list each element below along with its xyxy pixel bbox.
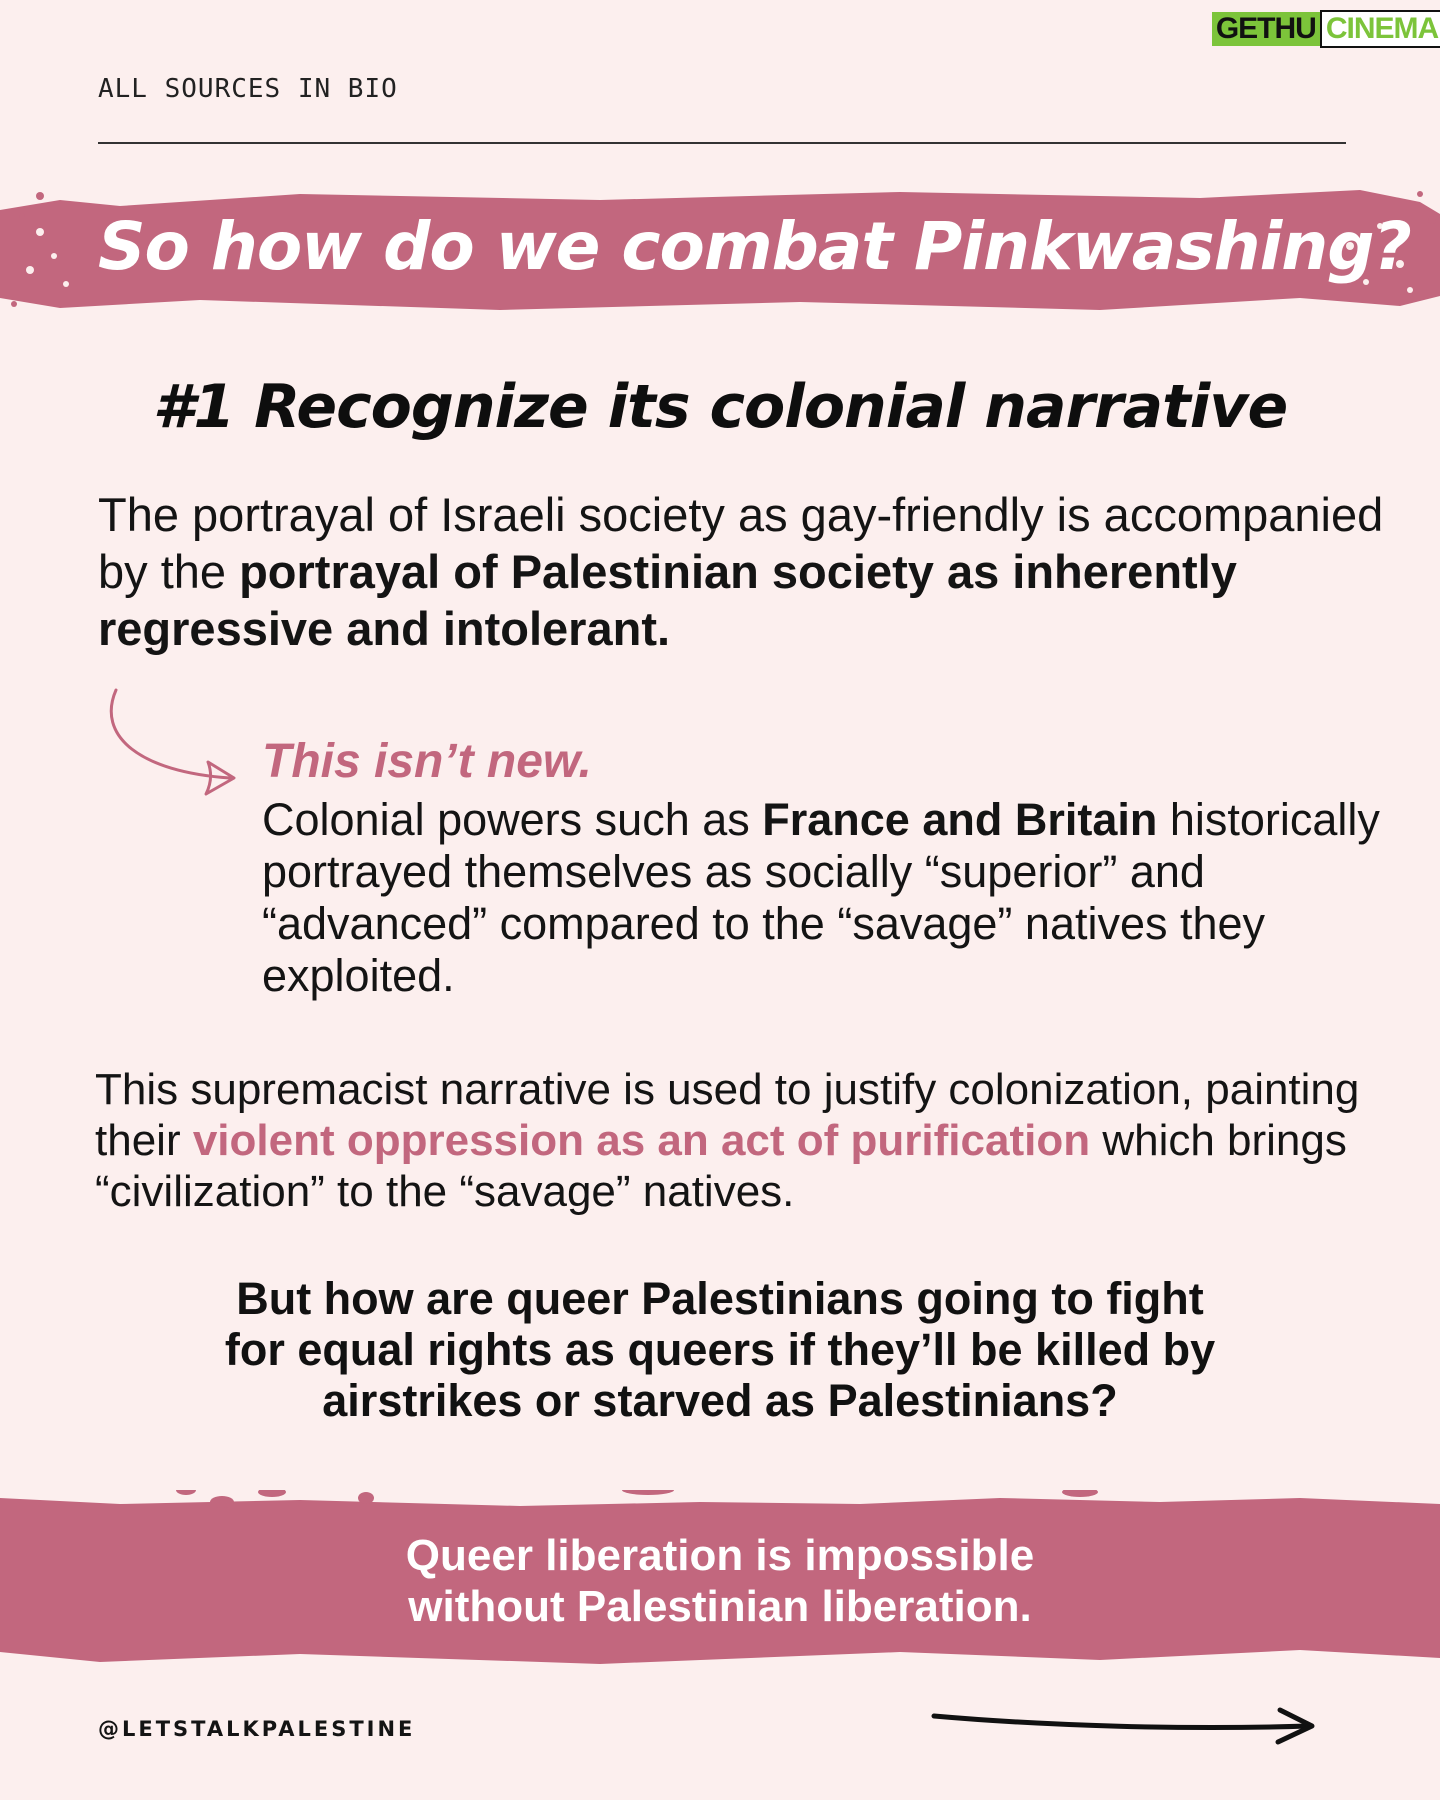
watermark-part2: CINEMA xyxy=(1320,10,1440,48)
callout-text-2: historically portrayed themselves as socially “superior” and “advanced” compared to the “savage” natives they exploited. xyxy=(262,794,1380,1001)
liberation-statement xyxy=(0,1530,1440,1632)
intro-text: The portrayal of Israeli society as gay-friendly is accompanied by the xyxy=(98,488,1384,598)
statement-line-1: Queer liberation is impossible xyxy=(405,1531,1035,1580)
watermark-logo xyxy=(1215,6,1439,52)
question-line-1: But how are queer Palestinians going to fight xyxy=(236,1273,1204,1324)
section-heading: #1 Recognize its colonial narrative xyxy=(152,372,1288,442)
right-arrow-icon[interactable] xyxy=(928,1696,1324,1756)
question-line-2: for equal rights as queers if they’ll be killed by xyxy=(224,1324,1216,1375)
callout-heading: This isn’t new. xyxy=(262,735,592,788)
account-handle: @LETSTALKPALESTINE xyxy=(98,1717,416,1741)
sources-note: ALL SOURCES IN BIO xyxy=(98,74,398,104)
callout-text-1: Colonial powers such as xyxy=(262,794,763,845)
banner-title: So how do we combat Pinkwashing? xyxy=(98,208,1411,285)
para3-highlight: violent oppression as an act of purification xyxy=(192,1116,1091,1165)
callout-text xyxy=(262,794,1382,1002)
callout-bold: France and Britain xyxy=(762,794,1158,845)
question-line-3: airstrikes or starved as Palestinians? xyxy=(322,1375,1118,1426)
para3-text-2: which brings “civilization” to the “savage” natives. xyxy=(95,1116,1347,1216)
divider xyxy=(98,142,1346,144)
curved-arrow-icon xyxy=(100,686,240,806)
statement-line-2: without Palestinian liberation. xyxy=(408,1582,1032,1631)
intro-bold: portrayal of Palestinian society as inherently regressive and intolerant. xyxy=(98,545,1237,655)
supremacist-paragraph xyxy=(95,1064,1415,1217)
intro-paragraph xyxy=(98,486,1388,657)
para3-text-1: This supremacist narrative is used to justify colonization, painting their xyxy=(95,1065,1360,1165)
closing-question xyxy=(0,1273,1440,1426)
watermark-part1: GETHU xyxy=(1212,12,1320,46)
